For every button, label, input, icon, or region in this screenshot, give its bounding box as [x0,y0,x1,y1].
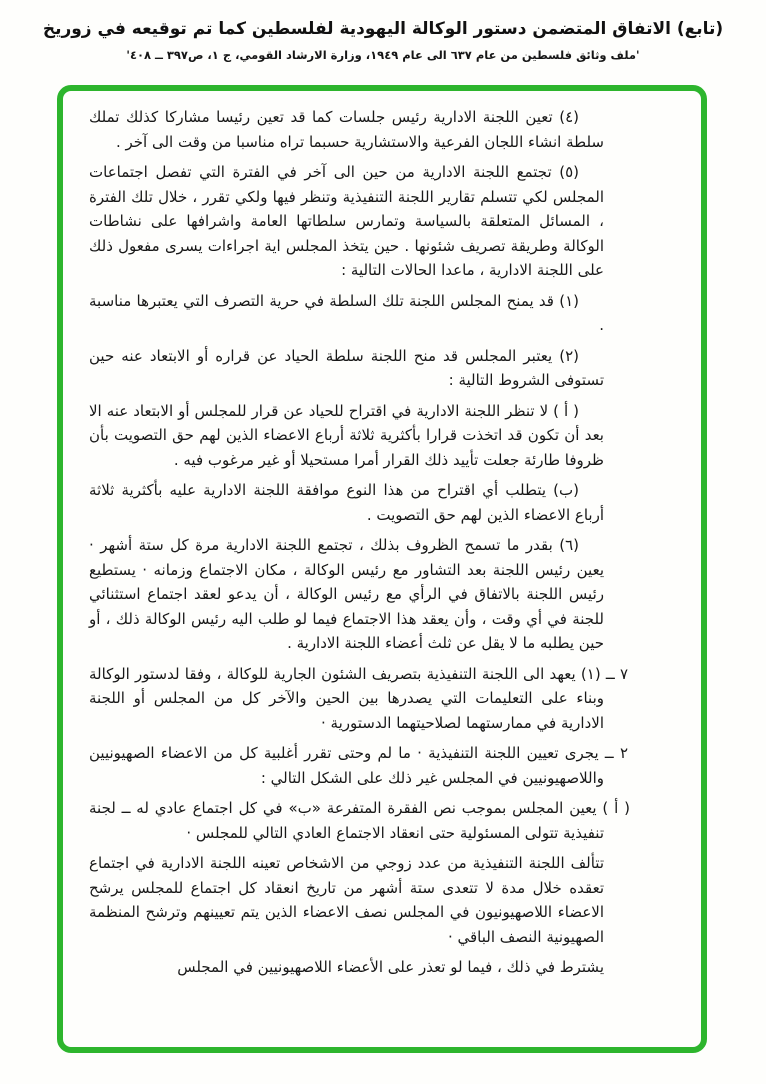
clause-6-paragraph: (٦) بقدر ما تسمح الظروف بذلك ، تجتمع اللجنة الادارية مرة كل ستة أشهر · يعين رئيس اللجنة بعد التشاور مع رئيس الوكالة ، مكان الاجتماع وزمانه · يستطيع رئيس اللجنة بالاتفاق في الرأي مع رئيس الوكالة ، أن يدعو لعقد اجتماع استثنائي للجنة في أي وقت ، وأن يعقد هذا الاجتماع فيما لو طلب اليه رئيس الوكالة ذلك ، أو حين يطلبه ما لا يقل عن ثلث أعضاء اللجنة الادارية . [89,536,604,652]
green-highlight-frame [57,85,707,1053]
document-body [89,105,630,980]
clause-2-text: يجرى تعيين اللجنة التنفيذية · ما لم وحتى تقرر أغلبية كل من الاعضاء الصهيونيين واللاصهيونيين في المجلس غير ذلك على الشكل التالي : [89,744,604,787]
clause-7-text: (١) يعهد الى اللجنة التنفيذية بتصريف الشئون الجارية للوكالة ، وفقا لدستور الوكالة وبناء على التعليمات التي يصدرها بين الحين والآخر كل من المجلس أو اللجنة الادارية في ممارستهما لصلاحيتهما الدستورية · [89,664,604,732]
clause-2-number: ٢ ــ [604,744,629,762]
condition-b-paragraph: (ب) يتطلب أي اقتراح من هذا النوع موافقة اللجنة الادارية عليه بأكثرية ثلاثة أرباع الاعضاء الذين لهم حق التصويت . [89,481,604,524]
clause-5-paragraph: (٥) تجتمع اللجنة الادارية من حين الى آخر في الفترة التي تفصل اجتماعات المجلس لكي تتسلم تقارير اللجنة التنفيذية وتنظر فيها ولكي تقرر ، خلال تلك الفترة ، المسائل المتعلقة بالسياسة وتمارس سلطاتها العامة واشرافها على نشاطات الوكالة وطريقة تصريف شئونها . حين يتخذ المجلس اية اجراءات يسرى مفعول ذلك على اللجنة الادارية ، ماعدا الحالات التالية : [89,163,604,279]
subclause-a-text: يعين المجلس بموجب نص الفقرة المتفرعة «ب» في كل اجتماع عادي له ــ لجنة تنفيذية تتولى المسئولية حتى انعقاد الاجتماع العادي التالي للمجلس · [89,799,604,842]
clause-5-item-1-paragraph: (١) قد يمنح المجلس اللجنة تلك السلطة في حرية التصرف التي يعتبرها مناسبة . [89,291,604,334]
condition-a-paragraph: ( أ ) لا تنظر اللجنة الادارية في اقتراح للحياد عن قرار للمجلس أو الابتعاد عنه الا بعد أن تكون قد اتخذت قرارا بأكثرية ثلاثة أرباع الاعضاء الذين لهم حق التصويت بأن ظروفا طارئة جعلت تأييد ذلك القرار أمرا مستحيلا أو غير مرغوب فيه . [89,401,604,469]
document-source-citation: 'ملف وثائق فلسطين من عام ٦٣٧ الى عام ١٩٤٩، وزارة الارشاد القومي، ج ١، ص٣٩٧ ــ ٤٠٨' [126,47,640,62]
clause-7-paragraph [89,662,628,736]
document-header [0,0,766,62]
executive-committee-composition-paragraph: تتألف اللجنة التنفيذية من عدد زوجي من الاشخاص تعينه اللجنة الادارية في اجتماع تعقده خلال مدة لا تتعدى ستة أشهر من تاريخ انعقاد كل اجتماع للمجلس يرشح الاعضاء اللاصهيونيون في المجلس نصف الاعضاء الذين يتم تعيينهم وترشح المنظمة الصهيونية النصف الباقي · [89,854,604,946]
document-title: (تابع) الاتفاق المتضمن دستور الوكالة اليهودية لفلسطين كما تم توقيعه في زوريخ [42,19,724,39]
clause-7-number: ٧ ــ [605,664,628,683]
clause-4-paragraph: (٤) تعين اللجنة الادارية رئيس جلسات كما قد تعين رئيسا مشاركا كذلك تملك سلطة انشاء اللجان الفرعية والاستشارية حسبما تراه مناسبا من وقت الى آخر . [89,108,604,151]
subclause-a-marker: ( أ ) [602,799,630,817]
final-partial-line: يشترط في ذلك ، فيما لو تعذر على الأعضاء اللاصهيونيين في المجلس [177,958,604,976]
subclause-a-paragraph [89,796,630,845]
clause-5-item-2-paragraph: (٢) يعتبر المجلس قد منح اللجنة سلطة الحياد عن قراره أو الابتعاد عنه حين تستوفى الشروط التالية : [89,346,604,389]
clause-2-paragraph [89,741,629,790]
